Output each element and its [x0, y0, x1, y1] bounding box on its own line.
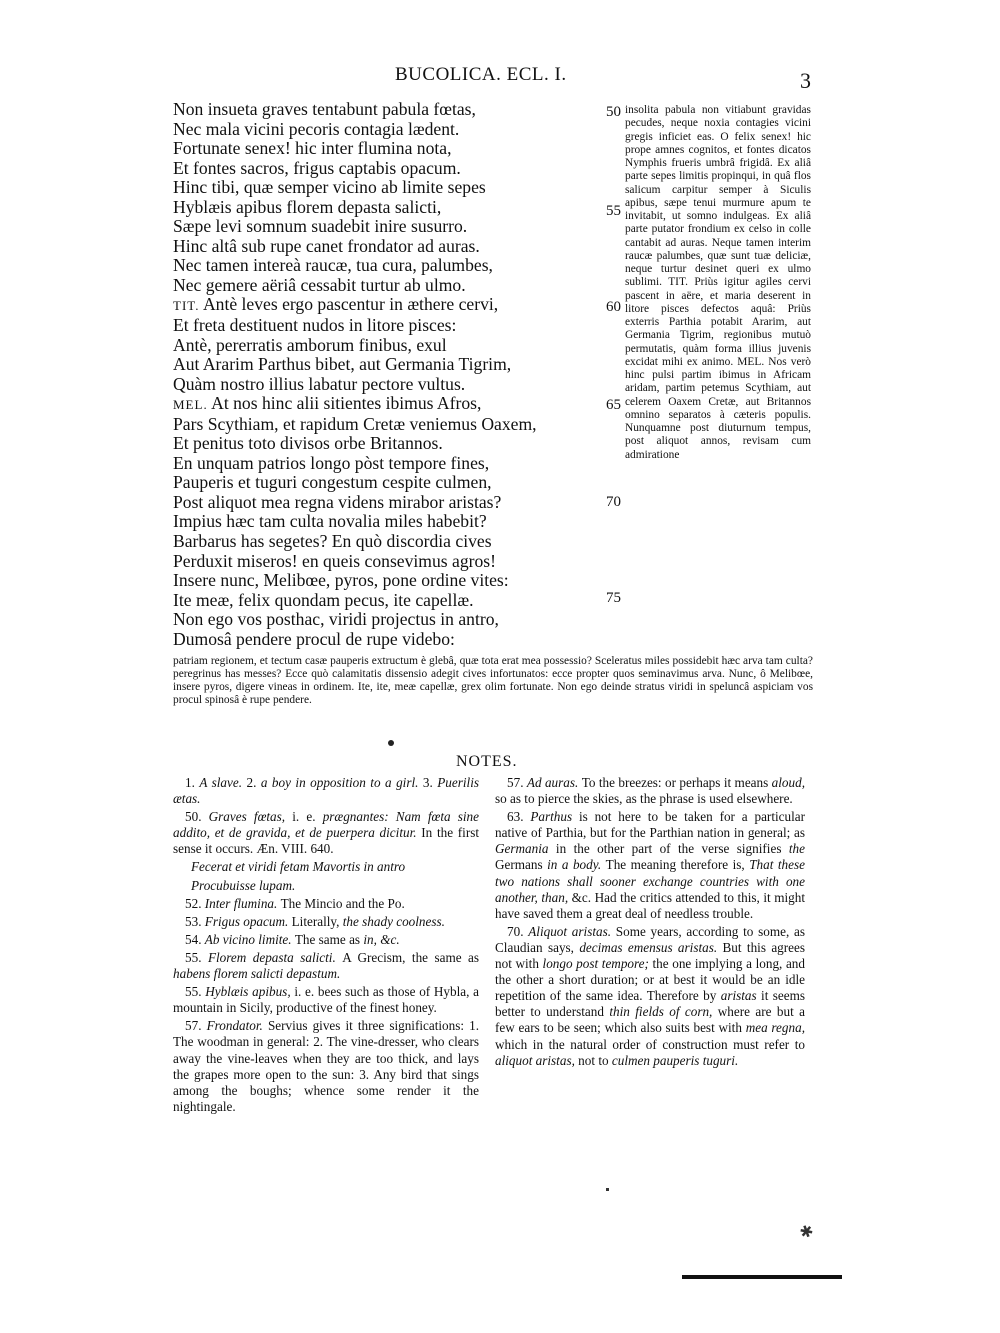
- note-fragment: Graves fœtas,: [208, 809, 293, 825]
- note-fragment: in the other part of the verse signifies: [555, 841, 789, 857]
- note-fragment: Germania: [495, 841, 556, 857]
- note-fragment: But this agrees not with: [495, 939, 805, 972]
- page-number: 3: [800, 68, 811, 93]
- verse-line-text: Fortunate senex! hic inter flumina nota,: [173, 138, 452, 159]
- verse-line-text: Non insueta graves tentabunt pabula fœtas,: [173, 99, 476, 119]
- note-fragment: 57.: [507, 775, 527, 790]
- verse-line-text: Quàm nostro illius labatur pectore vultus.: [173, 373, 466, 394]
- note-paragraph: [495, 775, 805, 807]
- note-fragment: Florem depasta salicti.: [207, 949, 343, 965]
- note-fragment: Germans: [495, 857, 548, 873]
- note-fragment: in a body.: [547, 857, 606, 873]
- verse-line-text: En unquam patrios longo pòst tempore fines,: [173, 452, 490, 473]
- note-fragment: in, &c.: [363, 931, 400, 947]
- verse-text: [173, 100, 613, 649]
- verse-line-text: Sæpe levi somnum suadebit inire susurro.: [173, 216, 468, 237]
- note-fragment: prægnantes: Nam fœta sine addito, et de gravida, et de puerpera dicitur.: [173, 809, 480, 841]
- note-fragment: The same as: [294, 931, 364, 947]
- note-fragment: 2.: [246, 775, 261, 790]
- note-fragment: Servius gives it three significations: 1. The woodman in general: 2. The vine-dresser, who clears away the vine-leaves when they are too thick, and lays the grapes more open to the sun: 3. Any bird that sings among the boughs; whence some render it the nightingale.: [173, 1018, 479, 1114]
- note-fragment: Aliquot aristas.: [528, 923, 616, 939]
- note-fragment: thin fields of corn,: [609, 1004, 718, 1020]
- note-fragment: Parthus: [530, 809, 579, 825]
- note-fragment: Some years, according to some, as Claudian says,: [495, 923, 806, 955]
- note-paragraph: [173, 932, 479, 948]
- note-fragment: In the first sense it occurs. Æn. VIII. 640.: [173, 825, 480, 857]
- verse-line-text: Non ego vos posthac, viridi projectus in antro,: [173, 609, 499, 630]
- prose-interpretation: patriam regionem, et tectum casæ pauperis extructum è glebâ, quæ tota erat mea possessio? Sceleratus miles possidebit hæc arva tam culta? peregrinus has messes? Ecce quò calamitatis dissensio adegit cives infortunatos: ecce propter quos seminavimus arva. Nunc, ô Melibœe, insere pyros, digere vineas in ordinem. Ite, ite, meæ capellæ, grex olim fortunate. Non ego deinde stratus viridi in speluncâ aspiciam vos procul spinosâ è rupe pendere.: [173, 655, 813, 706]
- verse-line-text: Et penitus toto divisos orbe Britannos.: [173, 433, 443, 454]
- note-fragment: aristas: [720, 988, 762, 1004]
- speaker-label: TIT.: [173, 298, 200, 314]
- note-fragment: the shady coolness.: [342, 913, 445, 929]
- verse-line: [173, 276, 613, 296]
- interpretation-column: insolita pabula non vitiabunt gravidas pecudes, neque noxia contagies vicini gregis inficiet eas. O felix senex! hic prope amnes cognitos, et fontes dicatos Nymphis frueris umbrâ frigidâ. Ex aliâ parte sepes limitis propinqui, in quâ flos salicum carpitur semper à Siculis apibus, sæpe tenui murmure apum te invitabit, ut somno indulgeas. Ex aliâ parte putator frondium ex celso in colle cantabit ad auras. Neque tamen interim raucæ palumbes, quæ sunt tuæ deliciæ, neque turtur desinet queri ex ulmo sublimi. TIT. Priùs igitur agiles cervi pascent in aëre, et maria deserent in litore pisces defectos aquâ: Priùs exterris Parthia potabit Ararim, aut Germania Tigrim, regionibus mutuò permutatis, quàm forma illius juvenis excidat mihi ex animo. MEL. Nos verò hinc pulsi partim ibimus in Africam aridam, partim petemus Scythiam, aut celerem Oaxem Cretæ, aut Britannos omnino separatos à cæteris populis. Nunquamne post diuturnum tempus, post aliquot annos, revisam cum admiratione: [625, 104, 811, 461]
- verse-line-text: Nec tamen intereà raucæ, tua cura, palumbes,: [173, 255, 493, 276]
- line-number: 65: [606, 397, 621, 413]
- verse-line-text: Ite meæ, felix quondam pecus, ite capellæ.: [173, 589, 474, 610]
- note-fragment: 54.: [185, 931, 205, 947]
- note-fragment: 70.: [507, 923, 529, 939]
- note-paragraph: [173, 914, 479, 930]
- note-fragment: 1.: [185, 775, 200, 790]
- line-number: 75: [606, 590, 621, 606]
- verse-line: [173, 454, 613, 474]
- verse-line: [173, 355, 613, 375]
- note-fragment: i. e. bees such as those of Hybla, a mountain in Sicily, productive of the finest honey.: [173, 984, 479, 1016]
- verse-line: [173, 237, 613, 257]
- note-fragment: the: [788, 841, 805, 857]
- verse-line: [173, 120, 613, 140]
- note-fragment: so as to pierce the skies, as the phrase is used elsewhere.: [495, 791, 793, 807]
- line-number: 50: [606, 104, 621, 120]
- verse-line: [173, 159, 613, 179]
- speaker-label: MEL.: [173, 397, 208, 413]
- verse-line: [173, 316, 613, 336]
- ink-dot: [388, 740, 394, 746]
- note-fragment: 53.: [185, 913, 205, 929]
- note-paragraph: [173, 950, 479, 982]
- verse-line-text: Nec mala vicini pecoris contagia lædent.: [173, 118, 460, 139]
- verse-line-text: Hinc altâ sub rupe canet frondator ad auras.: [173, 235, 480, 256]
- verse-line-text: Pauperis et tuguri congestum cespite culmen,: [173, 472, 492, 493]
- note-fragment: habens florem salicti depastum.: [173, 966, 341, 982]
- verse-line: [173, 256, 613, 276]
- verse-line-text: Antè, pererratis amborum finibus, exul: [173, 334, 447, 355]
- verse-line: [173, 178, 613, 198]
- note-paragraph: [173, 896, 479, 912]
- verse-line-text: Et fontes sacros, frigus captabis opacum.: [173, 157, 461, 178]
- note-quote: Procubuisse lupam.: [191, 877, 296, 893]
- verse-line-text: At nos hinc alii sitientes ibimus Afros,: [211, 393, 482, 414]
- note-paragraph: [173, 775, 479, 807]
- verse-line-text: Insere nunc, Melibœe, pyros, pone ordine vites:: [173, 570, 509, 591]
- verse-line: [173, 591, 613, 611]
- verse-line: [173, 139, 613, 159]
- verse-line-text: Hyblæis apibus florem depasta salicti,: [173, 196, 442, 217]
- verse-line-text: Pars Scythiam, et rapidum Cretæ veniemus Oaxem,: [173, 413, 537, 434]
- note-fragment: Frigus opacum.: [204, 913, 292, 929]
- verse-line: [173, 630, 613, 650]
- verse-line-text: Dumosâ pendere procul de rupe videbo:: [173, 628, 455, 649]
- verse-line: [173, 473, 613, 493]
- verse-line: [173, 434, 613, 454]
- note-fragment: longo post tempore;: [542, 956, 653, 972]
- verse-line-text: Nec gemere aëriâ cessabit turtur ab ulmo.: [173, 274, 466, 295]
- verse-line: [173, 394, 613, 415]
- note-paragraph: [173, 1018, 479, 1115]
- line-number: 70: [606, 494, 621, 510]
- note-fragment: it seems better to understand: [495, 988, 805, 1020]
- note-fragment: The Mincio and the Po.: [280, 895, 405, 911]
- note-fragment: 63.: [507, 809, 531, 825]
- note-paragraph: [495, 924, 805, 1069]
- note-fragment: culmen pauperis tuguri.: [611, 1052, 739, 1068]
- note-fragment: aliquot aristas,: [495, 1052, 579, 1068]
- note-fragment: Frondator.: [206, 1018, 268, 1034]
- note-fragment: Puerilis ætas.: [173, 775, 480, 807]
- verse-line: [173, 415, 613, 435]
- note-fragment: a boy in opposition to a girl.: [260, 775, 423, 790]
- note-fragment: 52.: [185, 895, 205, 911]
- verse-line-text: Hinc tibi, quæ semper vicino ab limite sepes: [173, 177, 486, 198]
- note-fragment: 50.: [185, 809, 209, 825]
- ink-smudge: ✱: [797, 1222, 817, 1243]
- note-fragment: 57.: [185, 1018, 207, 1034]
- note-fragment: To the breezes: or perhaps it means: [581, 775, 772, 790]
- verse-line-text: Aut Ararim Parthus bibet, aut Germania Tigrim,: [173, 354, 512, 375]
- verse-line-text: Antè leves ergo pascentur in æthere cervi,: [202, 294, 499, 315]
- verse-line: [173, 100, 613, 120]
- ink-dot: [606, 1188, 609, 1191]
- note-fragment: 55.: [185, 949, 208, 965]
- running-head: BUCOLICA. ECL. I.: [395, 64, 567, 85]
- verse-line: [173, 375, 613, 395]
- verse-line-text: Impius hæc tam culta novalia miles habebit?: [173, 511, 487, 532]
- verse-line: [173, 610, 613, 630]
- verse-line: [173, 532, 613, 552]
- note-fragment: the one implying a long, and the other a short duration; or at best it would be an idle repetition of the same idea. Therefore by: [495, 956, 805, 1004]
- note-fragment: The meaning therefore is,: [605, 857, 750, 873]
- note-fragment: 55.: [185, 984, 206, 1000]
- note-fragment: not to: [578, 1052, 612, 1068]
- note-fragment: Inter flumina.: [204, 895, 281, 911]
- note-fragment: mea regna,: [745, 1020, 805, 1036]
- verse-line: [173, 198, 613, 218]
- verse-line: [173, 493, 613, 513]
- bottom-rule: [682, 1275, 842, 1279]
- notes-left-column: [173, 775, 479, 1117]
- note-fragment: A Grecism, the same as: [342, 949, 480, 965]
- note-fragment: which in the natural order of construction must refer to: [495, 1036, 805, 1052]
- note-fragment: Hyblæis apibus,: [205, 984, 295, 1000]
- note-fragment: Ad auras.: [526, 775, 582, 790]
- note-quote: Fecerat et viridi fetam Mavortis in antro: [191, 859, 406, 875]
- note-fragment: aloud,: [771, 775, 806, 790]
- verse-line-text: Perduxit miseros! en queis consevimus agros!: [173, 550, 496, 571]
- verse-line: [173, 336, 613, 356]
- note-fragment: 3.: [422, 775, 438, 790]
- verse-line-text: Et freta destituent nudos in litore pisces:: [173, 315, 457, 336]
- note-fragment: &c. Had the critics attended to this, it might have saved them a great deal of needless trouble.: [495, 889, 805, 921]
- note-fragment: is not here to be taken for a particular native of Parthia, but for the Parthian nation in general; as: [495, 809, 806, 841]
- line-number: 55: [606, 203, 621, 219]
- notes-title: NOTES.: [456, 753, 518, 770]
- note-paragraph: [495, 809, 805, 922]
- note-fragment: Ab vicino limite.: [204, 931, 295, 947]
- verse-line-text: Post aliquot mea regna videns mirabor aristas?: [173, 491, 502, 512]
- verse-line-text: Barbarus has segetes? En quò discordia cives: [173, 531, 492, 552]
- note-fragment: Literally,: [291, 913, 343, 929]
- note-fragment: A slave.: [199, 775, 247, 790]
- note-paragraph: [173, 984, 479, 1016]
- verse-line: [173, 571, 613, 591]
- note-fragment: decimas emensus aristas.: [579, 939, 723, 955]
- line-number: 60: [606, 299, 621, 315]
- note-paragraph: [173, 809, 479, 857]
- note-fragment: That these two nations shall sooner exchange countries with one another, than,: [495, 857, 805, 905]
- verse-line: [173, 295, 613, 316]
- verse-line: [173, 512, 613, 532]
- note-fragment: i. e.: [292, 809, 323, 825]
- verse-line: [173, 552, 613, 572]
- note-fragment: where are but a few ears to be seen; which also suits best with: [495, 1004, 805, 1036]
- verse-line: [173, 217, 613, 237]
- notes-right-column: [495, 775, 805, 1071]
